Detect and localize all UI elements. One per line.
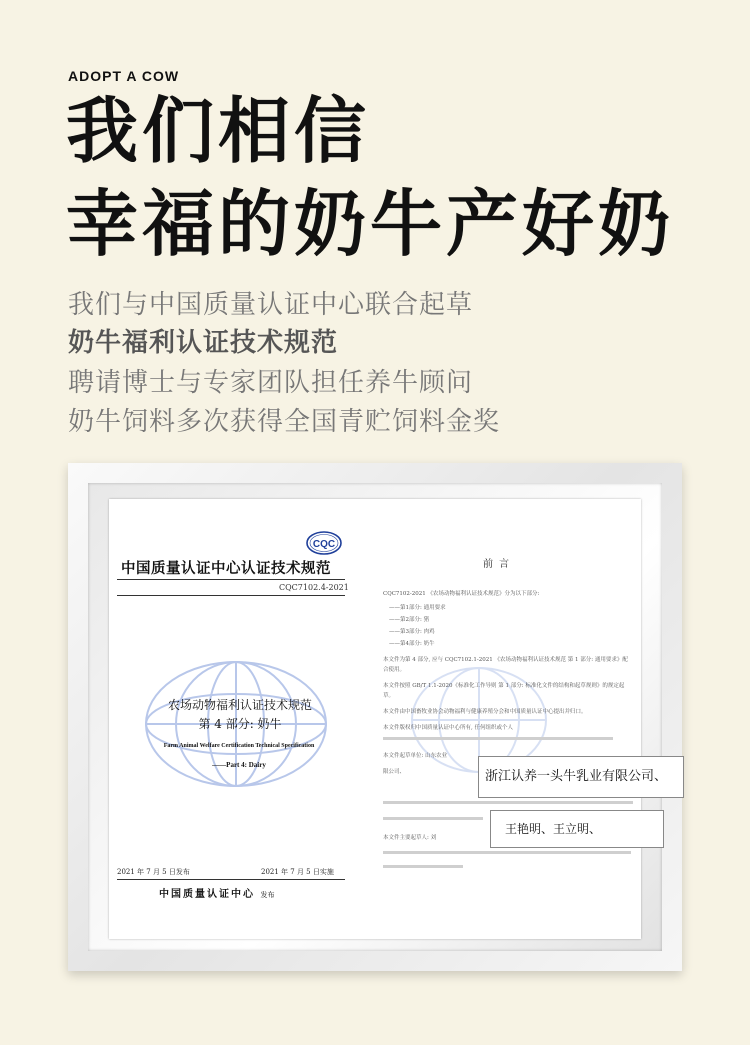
subtitle-1: 我们与中国质量认证中心联合起草: [68, 290, 474, 320]
divider: [117, 879, 345, 880]
foreword-line: 本文件版权归中国质量认证中心所有, 任何组织或个人: [383, 725, 513, 731]
issuer-name: 中国质量认证中心: [159, 889, 255, 900]
foreword-line: ——第4部分: 奶牛: [389, 641, 435, 647]
kicker-label: ADOPT A COW: [68, 68, 180, 84]
text-line-bar: [383, 865, 463, 868]
issuer: [159, 885, 274, 900]
headline-line-1: 我们相信: [66, 89, 371, 173]
cqc-logo-icon: [305, 530, 343, 556]
certificate-frame: [68, 463, 682, 971]
standard-cn-part: 第 4 部分: 奶牛: [198, 717, 282, 731]
divider: [117, 595, 345, 596]
standard-en-title: Farm Animal Welfare Certification Technical Specification: [163, 743, 315, 749]
highlight-company-box: 浙江认养一头牛乳业有限公司、: [478, 756, 684, 798]
doc-code: CQC7102.4-2021: [279, 583, 349, 592]
implement-date: 2021 年 7 月 5 日实施: [261, 868, 334, 876]
foreword-line: ——第1部分: 通用要求: [389, 605, 446, 611]
headline-line-2: 幸福的奶牛产好奶: [66, 182, 675, 266]
foreword-line: 本文件为第 4 部分, 应与 CQC7102.1-2021 《农场动物福利认证技术规范 第 1 部分: 通用要求》配合使用。: [383, 657, 628, 673]
foreword-line: 本文件按照 GB/T 1.1-2020《标准化工作导则 第 1 部分: 标准化文件的结构和起草规则》的规定起草。: [383, 683, 625, 699]
text-line-bar: [383, 851, 631, 854]
foreword-line: ——第3部分: 肉鸡: [389, 629, 435, 635]
foreword-line: CQC7102-2021 《农场动物福利认证技术规范》分为以下部分:: [383, 591, 540, 597]
standard-en-part: ——Part 4: Dairy: [212, 761, 266, 769]
subtitle-2: 奶牛福利认证技术规范: [68, 328, 339, 358]
standard-cn-title: 农场动物福利认证技术规范: [167, 698, 312, 712]
foreword-line: 本文件由中国畜牧业协会动物福利与健康养殖分会和中国质量认证中心提出并归口。: [383, 709, 587, 715]
foreword-title: 前言: [483, 559, 515, 570]
subtitle-4: 奶牛饲料多次获得全国青贮饲料金奖: [68, 407, 501, 437]
foreword-line: 本文件主要起草人: 刘: [383, 835, 437, 841]
foreword-line: 本文件起草单位: 山东农业: [383, 753, 448, 759]
text-line-bar: [383, 817, 483, 820]
publish-date: 2021 年 7 月 5 日发布: [117, 868, 190, 876]
divider: [117, 579, 345, 580]
foreword-line: 限公司、: [383, 769, 406, 775]
highlight-people-box: 王艳明、王立明、: [490, 810, 664, 848]
cqc-logo-text: CQC: [312, 539, 336, 550]
subtitle-3: 聘请博士与专家团队担任养牛顾问: [68, 368, 474, 398]
foreword-line: ——第2部分: 猪: [389, 617, 430, 623]
issuer-suffix: 发布: [260, 891, 275, 899]
certificate-document: [109, 499, 668, 939]
doc-title: 中国质量认证中心认证技术规范: [121, 560, 331, 577]
text-line-bar: [383, 801, 633, 804]
text-line-bar: [383, 737, 613, 740]
